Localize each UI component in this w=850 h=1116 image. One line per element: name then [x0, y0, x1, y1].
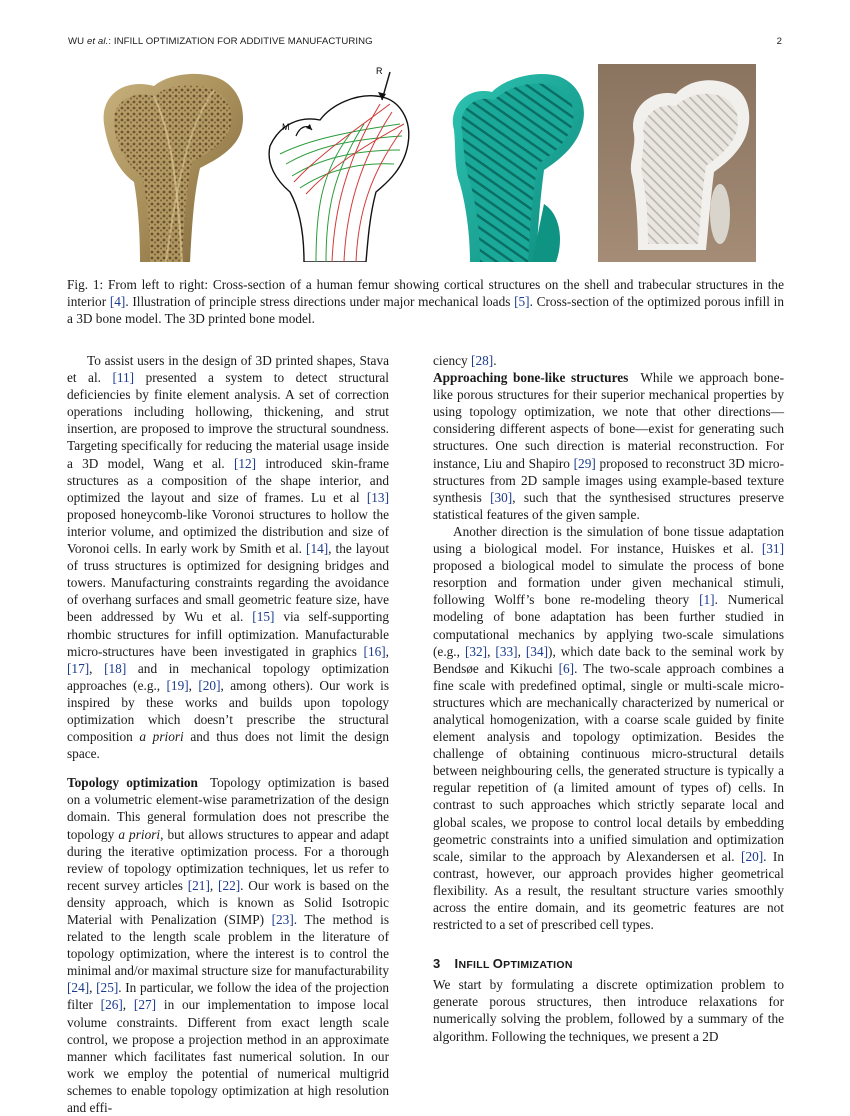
- figure-1: [96, 64, 756, 262]
- citation-link[interactable]: [22]: [218, 877, 241, 893]
- citation-link[interactable]: [14]: [306, 541, 329, 557]
- citation-link[interactable]: [23]: [271, 912, 294, 927]
- citation-link[interactable]: [27]: [133, 997, 157, 1013]
- section-heading: 3 INFILL OPTIMIZATION: [433, 956, 573, 972]
- section-number: 3: [433, 956, 441, 972]
- paragraph-heading: Topology optimization: [67, 775, 198, 791]
- paragraph-related-work: To assist users in the design of 3D printed shapes, Stava et al. [11] presented a system to detect structural deficiencies by finite element analysis. A set of correction operations including hollowing, thickening, and strut insertion, are proposed to improve the structural soundness. Targeting specifically for reducing the material usage inside a 3D model, Wang et al. [12] introduced skin-frame structures as a composition of the shape interior, and optimized the layout and size of frames. Lu et al [13] proposed honeycomb-like Voronoi structures to hollow the interior volume, and optimized the distribution and size of Voronoi cells. In early work by Smith et al. [14], the layout of truss structures is optimized for designing bridges and towers. Manufacturing constraints regarding the avoidance of overhang surfaces and small geometric feature size, have been addressed by Wu et al. [15] via self-supporting rhombic structures for infill optimization. Manufacturable micro-structures have been investigated in graphics [16], [17], [18] and in mechanical topology optimization approaches (e.g., [19], [20], among others). Our work is inspired by these works and builds upon topology optimization which doesn’t prescribe the structural composition a priori and thus does not limit the design space.: [67, 353, 390, 762]
- citation-link[interactable]: [18]: [104, 660, 127, 676]
- right-column: [433, 352, 784, 1045]
- optimized-infill-render: [436, 64, 592, 262]
- printed-bone-photo: [598, 64, 756, 262]
- citation-link[interactable]: [21]: [187, 877, 210, 893]
- citation-link[interactable]: [15]: [252, 609, 275, 625]
- citation-link[interactable]: [11]: [112, 370, 135, 386]
- paragraph-heading: Approaching bone-like structures: [433, 370, 629, 386]
- paragraph-continuation: ciency [28].: [433, 353, 497, 368]
- citation-link[interactable]: [25]: [96, 980, 119, 996]
- citation-link[interactable]: [20]: [198, 677, 221, 693]
- citation-link[interactable]: [33]: [495, 643, 518, 659]
- citation-link[interactable]: [16]: [363, 643, 386, 659]
- citation-link[interactable]: [4]: [109, 294, 126, 309]
- caption-label: Fig. 1:: [67, 277, 104, 292]
- citation-link[interactable]: [31]: [761, 541, 784, 557]
- citation-link[interactable]: [32]: [464, 643, 488, 659]
- citation-link[interactable]: [30]: [490, 489, 513, 505]
- citation-link[interactable]: [12]: [233, 455, 257, 471]
- label-M: M: [282, 122, 290, 132]
- paragraph-bone-like-structures: Approaching bone-like structures While we approach bone-like porous structures for their superior mechanical properties by using topology optimization, we note that other directions—considering different aspects of bone—exist for generating such structures. One such direction is material reconstruction. For instance, Liu and Shapiro [29] proposed to reconstruct 3D micro-structures from 2D sample images using example-based texture synthesis [30], such that the synthesised structures preserve statistical features of the given sample.: [433, 370, 785, 522]
- citation-link[interactable]: [24]: [67, 980, 90, 996]
- citation-link[interactable]: [34]: [525, 643, 549, 659]
- paragraph-topology-optimization: Topology optimization Topology optimization is based on a volumetric element-wise parametrization of the design domain. This general formulation does not prescribe the topology a priori, but allows structures to appear and adapt during the iterative optimization process. For a thorough review of topology optimization techniques, let us refer to recent survey articles [21], [22]. Our work is based on the density approach, which is known as Solid Isotropic Material with Penalization (SIMP) [23]. The method is related to the length scale problem in the literature of topology optimization, where the interest is to control the minimal and/or maximal structure size for manufacturability [24], [25]. In particular, we follow the idea of the projection filter [26], [27] in our implementation to impose local volume constraints. Different from exact length scale control, we propose a projection method in an approximate manner which facilitates fast numerical solution. In our work we employ the potential of numerical multigrid schemes to enable topology optimization at high resolution and effi-: [67, 775, 389, 1116]
- femur-cross-section-image: [96, 64, 248, 262]
- citation-link[interactable]: [1]: [699, 592, 715, 608]
- citation-link[interactable]: [6]: [558, 660, 575, 676]
- citation-link[interactable]: [17]: [67, 660, 90, 676]
- stress-directions-illustration: [260, 64, 424, 262]
- citation-link[interactable]: [13]: [366, 489, 389, 505]
- left-column: [67, 352, 389, 1116]
- citation-link[interactable]: [20]: [741, 848, 764, 864]
- paragraph-bone-adaptation: Another direction is the simulation of bone tissue adaptation using a biological model. For instance, Huiskes et al. [31] proposed a biological model to simulate the process of bone resorption and formation under given mechanical stimuli, following Wolff’s bone re-modeling theory [1]. Numerical modeling of bone adaptation has been further studied in computational mechanics by applying two-scale simulations (e.g., [32], [33], [34]), which date back to the seminal work by Bendsøe and Kikuchi [6]. The two-scale approach combines a fine scale with predefined optimal, single or multi-scale micro-structures which are mechanically characterized by numerical or analytical homogenization, with a coarse scale guided by finite element analysis and topology optimization. Besides the challenge of obtaining continuous micro-structural details between neighbouring cells, the generated structure is typically a regular repetition of (a limited amount of types of) cells. In contrast to such approaches which strictly separate local and global scales, we propose to control local details by embedding geometric constraints into a unified simulation and optimization scale, similar to the approach by Alexandersen et al. [20]. In contrast, however, our approach provides higher geometrical flexibility. As a result, the resultant structure varies smoothly across the entire domain, and its geometric features are not restricted to a set of prescribed cell types.: [433, 523, 785, 933]
- paragraph-section-intro: We start by formulating a discrete optimization problem to generate porous structures, then introduce relaxations for numerically solving the problem, followed by a summary of the algorithm. Following the techniques, we present a 2D: [433, 977, 784, 1044]
- label-R: R: [376, 66, 383, 76]
- running-header: [68, 36, 782, 47]
- citation-link[interactable]: [28]: [471, 353, 494, 368]
- figure-caption: Fig. 1: From left to right: Cross-section of a human femur showing cortical structures on the shell and trabecular structures in the interior [4]. Illustration of principle stress directions under major mechanical loads [5]. Cross-section of the optimized porous infill in a 3D bone model. The 3D printed bone model.: [67, 277, 784, 326]
- citation-link[interactable]: [19]: [166, 677, 189, 693]
- page-number: 2: [776, 36, 782, 47]
- citation-link[interactable]: [29]: [573, 455, 596, 471]
- citation-link[interactable]: [5]: [514, 294, 530, 309]
- citation-link[interactable]: [26]: [100, 997, 123, 1013]
- running-title: WU et al.: INFILL OPTIMIZATION FOR ADDITIVE MANUFACTURING: [68, 36, 373, 47]
